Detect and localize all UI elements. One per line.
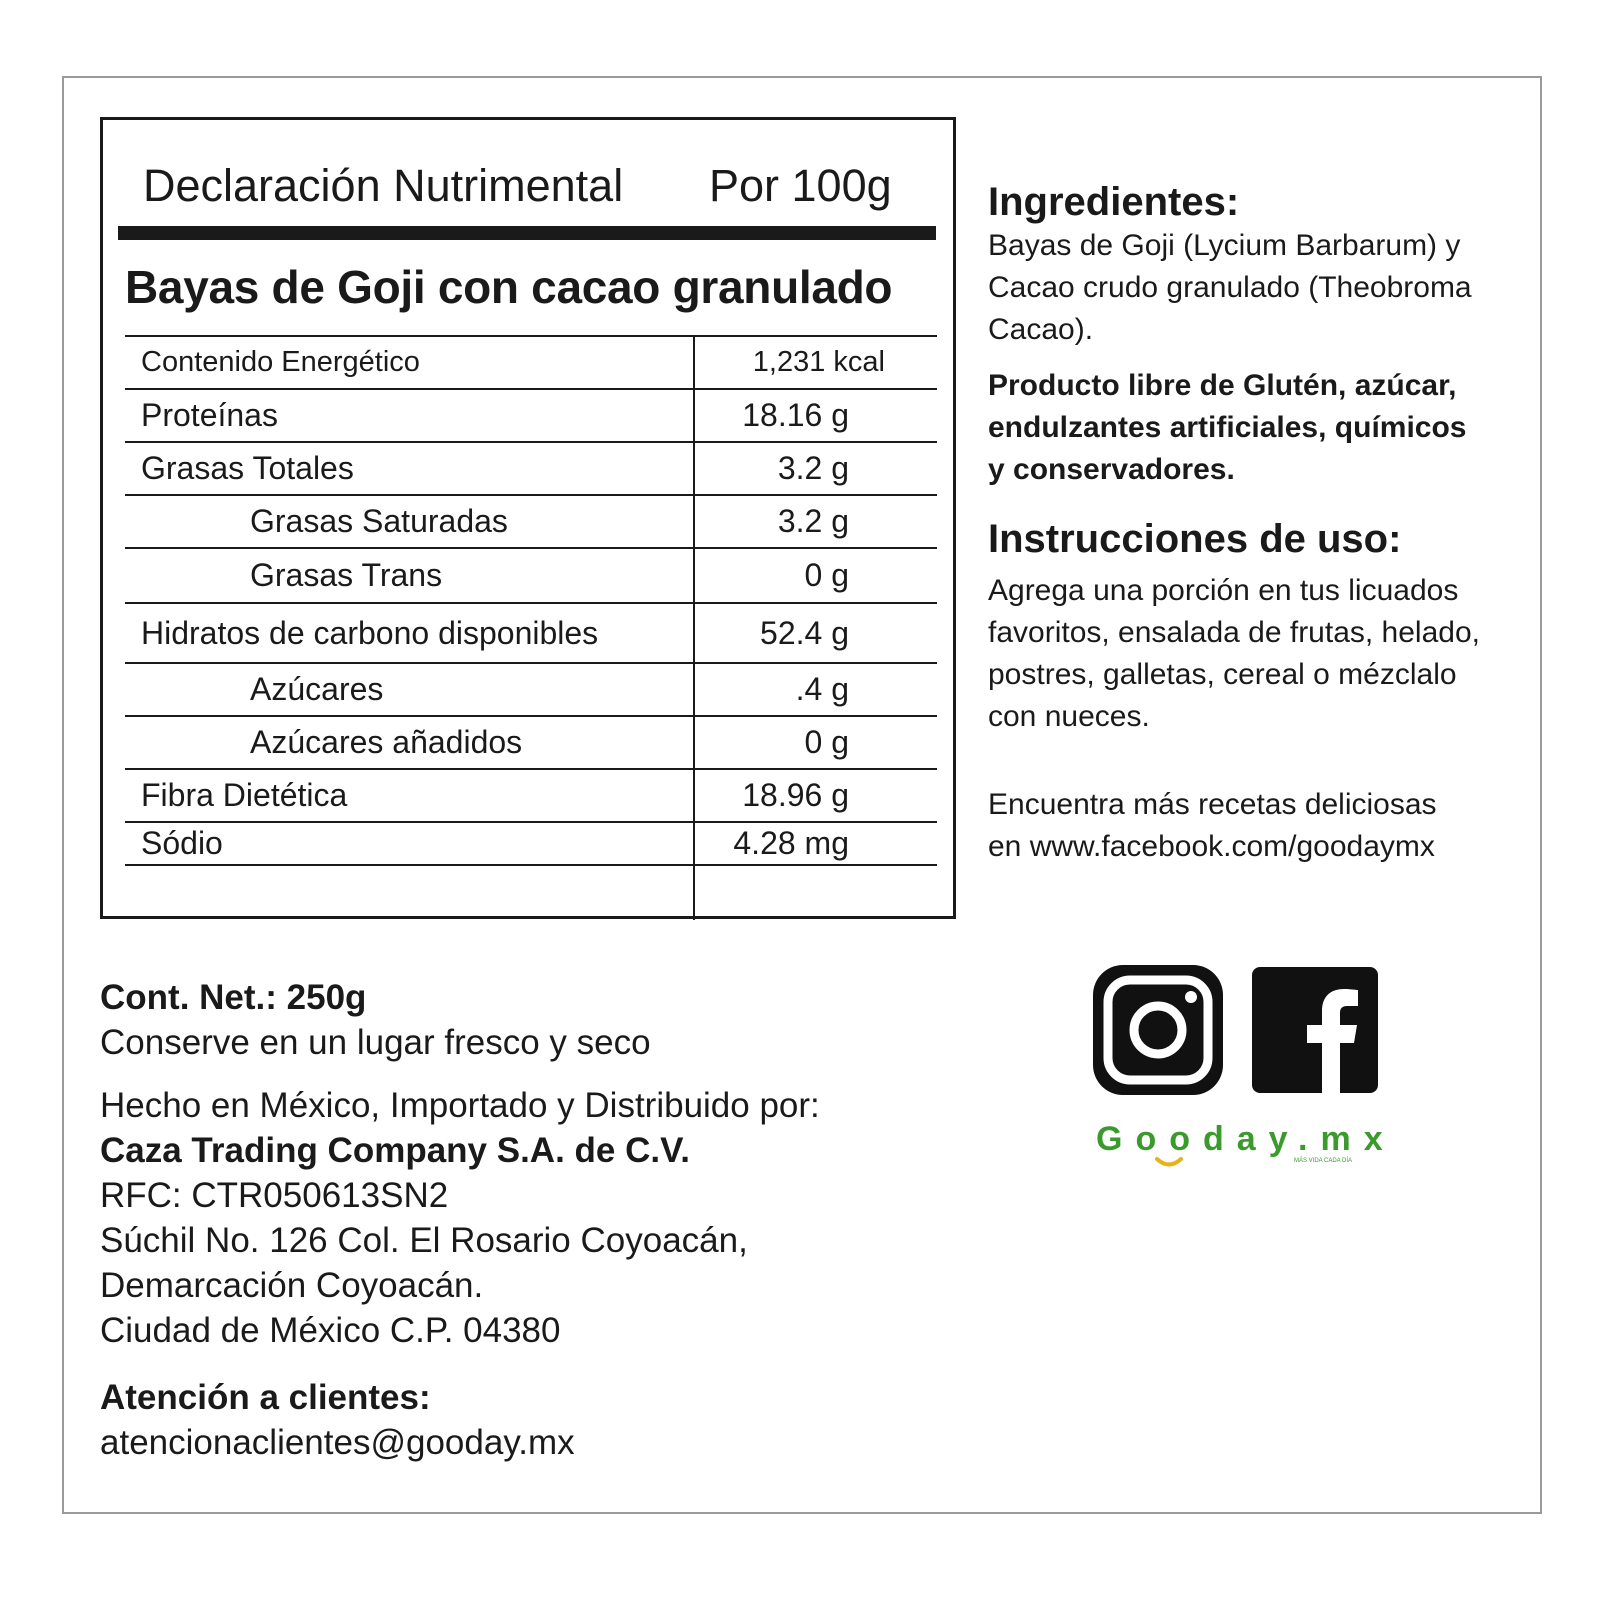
table-row — [125, 715, 937, 768]
right-column — [988, 180, 1548, 868]
storage-note: Conserve en un lugar fresco y seco — [100, 1023, 651, 1062]
nutrition-table — [100, 117, 956, 919]
table-row — [125, 494, 937, 547]
table-row — [125, 768, 937, 821]
rfc: RFC: CTR050613SN2 — [100, 1176, 449, 1215]
nutrient-value: .4 g — [795, 671, 849, 707]
table-row — [125, 388, 937, 441]
nutrient-value: 0 g — [804, 724, 849, 760]
nutrition-thick-bar — [118, 226, 936, 240]
nutrition-rows — [125, 335, 937, 866]
table-row — [125, 821, 937, 866]
nutrient-name: Azúcares — [250, 671, 384, 707]
product-name: Bayas de Goji con cacao granulado — [125, 261, 893, 313]
nutrition-header — [143, 160, 892, 212]
ingredients-heading: Ingredientes: — [988, 180, 1240, 224]
ingredients-line: Cacao crudo granulado (Theobroma — [988, 271, 1472, 304]
nutrient-name: Grasas Trans — [250, 557, 443, 593]
table-row — [125, 662, 937, 715]
nutrient-name: Fibra Dietética — [141, 777, 348, 813]
recipes-line: Encuentra más recetas deliciosas — [988, 788, 1437, 821]
nutrition-per: Por 100g — [709, 160, 892, 211]
nutrient-value: 18.96 g — [742, 777, 849, 813]
nutrition-title: Declaración Nutrimental — [143, 160, 624, 211]
instructions-line: Agrega una porción en tus licuados — [988, 574, 1459, 607]
nutrient-name: Contenido Energético — [141, 346, 420, 378]
net-content: Cont. Net.: 250g — [100, 978, 367, 1017]
instructions-line: favoritos, ensalada de frutas, helado, — [988, 616, 1480, 649]
table-row — [125, 335, 937, 388]
instructions-line: postres, galletas, cereal o mézclalo — [988, 658, 1457, 691]
nutrient-name: Hidratos de carbono disponibles — [141, 614, 599, 651]
brand-tagline: MÁS VIDA CADA DÍA — [1294, 1158, 1353, 1164]
instructions-line: con nueces. — [988, 700, 1150, 733]
instagram-icon[interactable] — [1093, 965, 1223, 1095]
nutrient-value: 0 g — [804, 557, 849, 593]
smile-icon — [1154, 1156, 1184, 1170]
nutrient-value: 3.2 g — [777, 450, 849, 486]
nutrient-name: Proteínas — [141, 397, 278, 433]
contact-heading: Atención a clientes: — [100, 1378, 431, 1417]
free-from-line: Producto libre de Glutén, azúcar, — [988, 369, 1457, 402]
nutrient-name: Sódio — [141, 825, 223, 861]
free-from-line: endulzantes artificiales, químicos — [988, 411, 1467, 444]
facebook-icon[interactable] — [1252, 967, 1378, 1093]
contact-email: atencionaclientes@gooday.mx — [100, 1423, 575, 1462]
brand-name: Gooday.mx — [1096, 1120, 1396, 1158]
free-from-line: y conservadores. — [988, 453, 1235, 486]
table-row — [125, 602, 937, 662]
nutrient-value: 52.4 g — [760, 614, 849, 651]
recipes-line: en www.facebook.com/goodaymx — [988, 830, 1435, 863]
address-line: Ciudad de México C.P. 04380 — [100, 1311, 561, 1350]
address-line: Demarcación Coyoacán. — [100, 1266, 484, 1305]
table-row — [125, 547, 937, 602]
made-in: Hecho en México, Importado y Distribuido por: — [100, 1086, 820, 1125]
nutrient-value: 3.2 g — [777, 503, 849, 539]
instructions-heading: Instrucciones de uso: — [988, 517, 1402, 561]
package-info — [100, 975, 960, 1465]
nutrient-name: Azúcares añadidos — [250, 724, 523, 760]
nutrient-value: 18.16 g — [742, 397, 849, 433]
address-line: Súchil No. 126 Col. El Rosario Coyoacán, — [100, 1221, 748, 1260]
table-column-divider — [693, 335, 695, 920]
brand-logo — [1096, 1120, 1396, 1159]
table-row — [125, 441, 937, 494]
company-name: Caza Trading Company S.A. de C.V. — [100, 1131, 690, 1170]
nutrient-name: Grasas Saturadas — [250, 503, 508, 539]
nutrient-value: 4.28 mg — [733, 825, 849, 861]
nutrient-name: Grasas Totales — [141, 450, 354, 486]
nutrient-value: 1,231 kcal — [752, 346, 885, 378]
ingredients-line: Bayas de Goji (Lycium Barbarum) y — [988, 229, 1461, 262]
ingredients-line: Cacao). — [988, 313, 1094, 346]
